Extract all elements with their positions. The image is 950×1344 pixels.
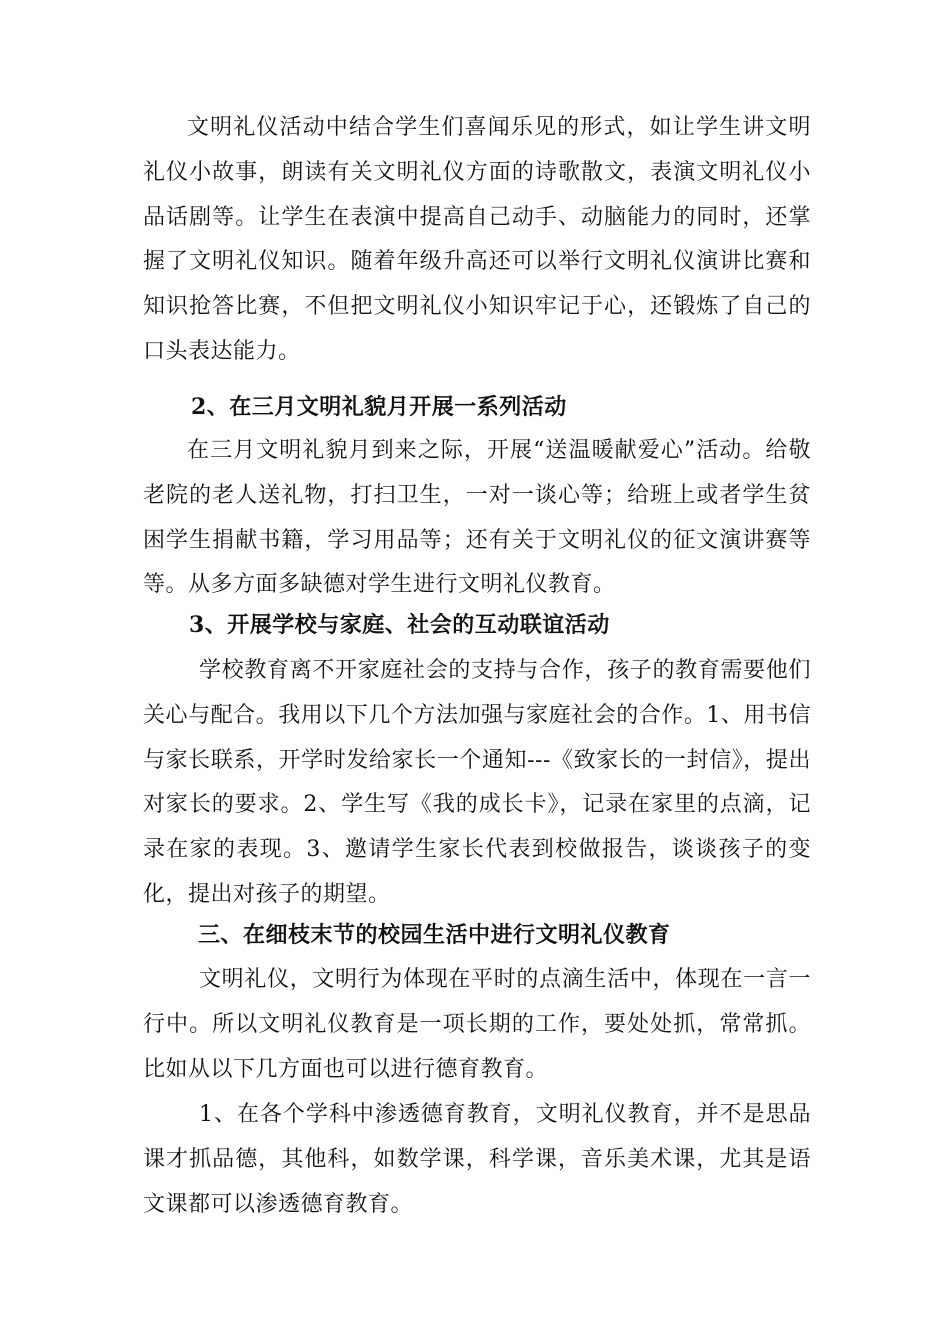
paragraph-march-activities: 在三月文明礼貌月到来之际，开展“送温暖献爱心”活动。给敬老院的老人送礼物，打扫卫生，一对一谈心等；给班上或者学生贫困学生捐献书籍，学习用品等；还有关于文明礼仪的征文演讲赛等等。从多方面多缺德对学生进行文明礼仪教育。 xyxy=(143,438,811,598)
section-heading-campus-life: 三、在细枝末节的校园生活中进行文明礼仪教育 xyxy=(198,922,671,948)
paragraph-school-family-cooperation: 学校教育离不开家庭社会的支持与合作，孩子的教育需要他们关心与配合。我用以下几个方法加强与家庭社会的合作。1、用书信与家长联系，开学时发给家长一个通知---《致家长的一封信》，提出对家长的要求。2、学生写《我的成长卡》，记录在家里的点滴，记录在家的表现。3、邀请学生家长代表到校做报告，谈谈孩子的变化，提出对孩子的期望。 xyxy=(143,658,811,907)
heading-march-activities: 2、在三月文明礼貌月开展一系列活动 xyxy=(191,394,567,420)
paragraph-etiquette-activities: 文明礼仪活动中结合学生们喜闻乐见的形式，如让学生讲文明礼仪小故事，朗读有关文明礼仪方面的诗歌散文，表演文明礼仪小品话剧等。让学生在表演中提高自己动手、动脑能力的同时，还掌握了文明礼仪知识。随着年级升高还可以举行文明礼仪演讲比赛和知识抢答比赛，不但把文明礼仪小知识牢记于心，还锻炼了自己的口头表达能力。 xyxy=(143,115,811,364)
paragraph-daily-etiquette: 文明礼仪，文明行为体现在平时的点滴生活中，体现在一言一行中。所以文明礼仪教育是一项长期的工作，要处处抓，常常抓。比如从以下几方面也可以进行德育教育。 xyxy=(143,967,811,1082)
heading-school-family-society: 3、开展学校与家庭、社会的互动联谊活动 xyxy=(189,612,610,638)
paragraph-subject-integration: 1、在各个学科中渗透德育教育，文明礼仪教育，并不是思品课才抓品德，其他科，如数学课，科学课，音乐美术课，尤其是语文课都可以渗透德育教育。 xyxy=(143,1102,811,1217)
